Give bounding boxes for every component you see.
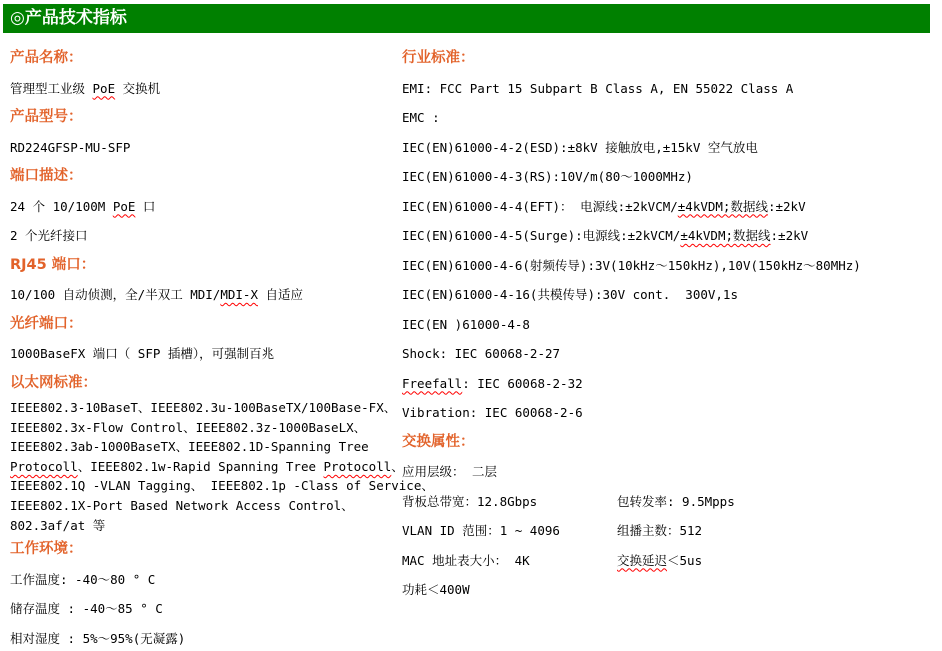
spellcheck-flagged-text: ±4kVDM;数据线 bbox=[680, 228, 771, 243]
spec-line bbox=[402, 251, 934, 281]
tabbed-value bbox=[617, 516, 702, 546]
spec-line bbox=[10, 418, 402, 438]
spec-line bbox=[402, 280, 934, 310]
text-segment: :±2kV bbox=[767, 198, 806, 214]
text-segment: 背板总带宽：12.8Gbps bbox=[402, 493, 538, 509]
section-heading-fiber-port: 光纤端口： bbox=[10, 315, 83, 332]
text-segment: IEC(EN)61000-4-4(EFT)： 电源线:±2kVCM/ bbox=[402, 198, 678, 214]
text-segment: 管理型工业级 bbox=[10, 80, 93, 96]
spellcheck-flagged-text: MDI-X bbox=[220, 287, 258, 302]
text-segment: IEC(EN)61000-4-3(RS):10V/m(80～1000MHz) bbox=[402, 169, 693, 184]
spellcheck-flagged-text: Freefall bbox=[402, 375, 463, 391]
text-segment: IEC(EN)61000-4-5(Surge):电源线:±2kVCM/ bbox=[402, 228, 681, 243]
section-heading-industry-standards: 行业标准： bbox=[402, 50, 475, 66]
spec-line bbox=[10, 457, 402, 477]
spec-line bbox=[402, 398, 934, 428]
spec-line bbox=[10, 74, 402, 104]
text-segment: 802.3af/at 等 bbox=[10, 517, 106, 533]
spec-line bbox=[10, 476, 434, 496]
spellcheck-flagged-text: PoE bbox=[112, 198, 136, 214]
text-segment: IEEE802.3x-Flow Control、IEEE802.3z-1000BaseLX、 bbox=[10, 419, 367, 435]
spec-line bbox=[402, 575, 934, 605]
section-heading-ethernet-standards: 以太网标准： bbox=[10, 374, 97, 391]
text-segment: 包转发率: 9.5Mpps bbox=[617, 493, 735, 509]
text-segment: VLAN ID 范围：1 ~ 4096 bbox=[402, 523, 560, 538]
section-fiber-port bbox=[10, 310, 402, 369]
section-heading-product-name: 产品名称： bbox=[10, 50, 83, 66]
spec-line bbox=[10, 516, 402, 536]
section-rj45-port bbox=[10, 251, 402, 310]
spec-line bbox=[10, 192, 402, 222]
text-segment: RD224GFSP-MU-SFP bbox=[10, 139, 131, 155]
spec-line bbox=[402, 103, 934, 133]
text-segment: 24 个 10/100M bbox=[10, 198, 113, 214]
text-segment: 10/100 自动侦测，全/半双工 MDI/ bbox=[10, 287, 221, 302]
text-segment: 组播主数：512 bbox=[617, 523, 703, 538]
spec-line bbox=[402, 74, 934, 104]
text-segment: 储存温度 : -40～85 ° C bbox=[10, 601, 163, 617]
spec-line bbox=[402, 133, 934, 163]
text-segment: EMC : bbox=[402, 110, 440, 125]
tabbed-value bbox=[617, 546, 702, 576]
section-heading-port-description: 端口描述： bbox=[10, 168, 83, 184]
text-segment: IEC(EN)61000-4-2(ESD):±8kV 接触放电,±15kV 空气放电 bbox=[402, 139, 758, 155]
text-segment: Vibration: IEC 60068-2-6 bbox=[402, 405, 583, 420]
section-heading-switch-attributes: 交换属性： bbox=[402, 433, 475, 450]
text-segment: EMI: FCC Part 15 Subpart B Class A, EN 55022 Class A bbox=[402, 80, 794, 96]
text-segment: MAC 地址表大小： 4K bbox=[402, 552, 530, 568]
section-product-name bbox=[10, 44, 402, 103]
section-heading-rj45-port: RJ45 端口： bbox=[10, 256, 96, 273]
spellcheck-flagged-text: PoE bbox=[92, 80, 116, 96]
spec-line bbox=[10, 280, 402, 310]
text-segment: Shock: IEC 60068-2-27 bbox=[402, 346, 561, 361]
spec-line bbox=[402, 516, 934, 546]
text-segment: 、 bbox=[391, 458, 404, 474]
spec-page bbox=[0, 4, 942, 651]
text-segment: ＜5us bbox=[667, 552, 703, 568]
spec-line bbox=[402, 546, 934, 576]
text-segment: 口 bbox=[135, 198, 156, 214]
text-segment: 、IEEE802.1w-Rapid Spanning Tree bbox=[77, 458, 324, 474]
spec-line bbox=[10, 221, 402, 251]
spellcheck-flagged-text: ±4kVDM;数据线 bbox=[677, 198, 768, 214]
spellcheck-flagged-text: 交换延迟 bbox=[617, 552, 668, 568]
spec-line bbox=[402, 339, 934, 369]
spec-line bbox=[10, 398, 402, 418]
spec-columns bbox=[0, 33, 942, 651]
text-segment: : IEC 60068-2-32 bbox=[462, 375, 583, 391]
section-industry-standards bbox=[402, 44, 934, 428]
text-segment: IEEE802.3ab-1000BaseTX、IEEE802.1D-Spanning Tree bbox=[10, 439, 369, 455]
text-segment: 功耗＜400W bbox=[402, 582, 470, 597]
spellcheck-flagged-text: Protocoll bbox=[323, 458, 392, 474]
section-switch-attributes bbox=[402, 428, 934, 605]
text-segment: 应用层级： 二层 bbox=[402, 464, 498, 479]
spec-line bbox=[402, 310, 934, 340]
spellcheck-flagged-text: Protocoll bbox=[10, 458, 78, 474]
spec-line bbox=[10, 496, 402, 516]
text-segment: 相对湿度 : 5%～95%(无凝露) bbox=[10, 630, 186, 646]
text-segment: IEC(EN)61000-4-16(共模传导):30V cont. 300V,1s bbox=[402, 287, 738, 302]
spec-line bbox=[10, 565, 402, 595]
section-port-description bbox=[10, 162, 402, 251]
text-segment: IEC(EN )61000-4-8 bbox=[402, 316, 530, 332]
spec-line bbox=[10, 624, 402, 651]
spec-line bbox=[402, 221, 934, 251]
spec-line bbox=[402, 369, 934, 399]
spec-line bbox=[10, 133, 402, 163]
text-segment: IEC(EN)61000-4-6(射频传导):3V(10kHz～150kHz),10V(150kHz～80MHz) bbox=[402, 257, 861, 273]
section-product-model bbox=[10, 103, 402, 162]
page-title: ◎产品技术指标 bbox=[10, 8, 127, 28]
spec-line bbox=[402, 192, 934, 222]
text-segment: :±2kV bbox=[770, 228, 809, 243]
spec-line bbox=[10, 594, 402, 624]
text-segment: IEEE802.1X-Port Based Network Access Control、 bbox=[10, 497, 354, 513]
spec-line bbox=[402, 487, 934, 517]
spec-line bbox=[402, 457, 934, 487]
text-segment: 自适应 bbox=[257, 287, 304, 302]
right-column bbox=[402, 44, 942, 651]
text-segment: 工作温度: -40～80 ° C bbox=[10, 571, 156, 587]
section-heading-working-environment: 工作环境： bbox=[10, 541, 83, 558]
text-segment: 2 个光纤接口 bbox=[10, 228, 88, 243]
text-segment: 交换机 bbox=[115, 80, 161, 96]
tabbed-value bbox=[617, 487, 735, 517]
spec-line bbox=[402, 162, 934, 192]
page-title-bar bbox=[3, 4, 930, 33]
section-heading-product-model: 产品型号： bbox=[10, 109, 83, 125]
spec-line bbox=[10, 437, 402, 457]
section-working-environment bbox=[10, 535, 402, 651]
spec-line bbox=[10, 339, 402, 369]
text-segment: 1000BaseFX 端口（ SFP 插槽），可强制百兆 bbox=[10, 346, 275, 361]
text-segment: IEEE802.3-10BaseT、IEEE802.3u-100BaseTX/100Base-FX、 bbox=[10, 400, 397, 415]
text-segment: IEEE802.1Q -VLAN Tagging、 IEEE802.1p -Class of Service、 bbox=[10, 478, 434, 494]
